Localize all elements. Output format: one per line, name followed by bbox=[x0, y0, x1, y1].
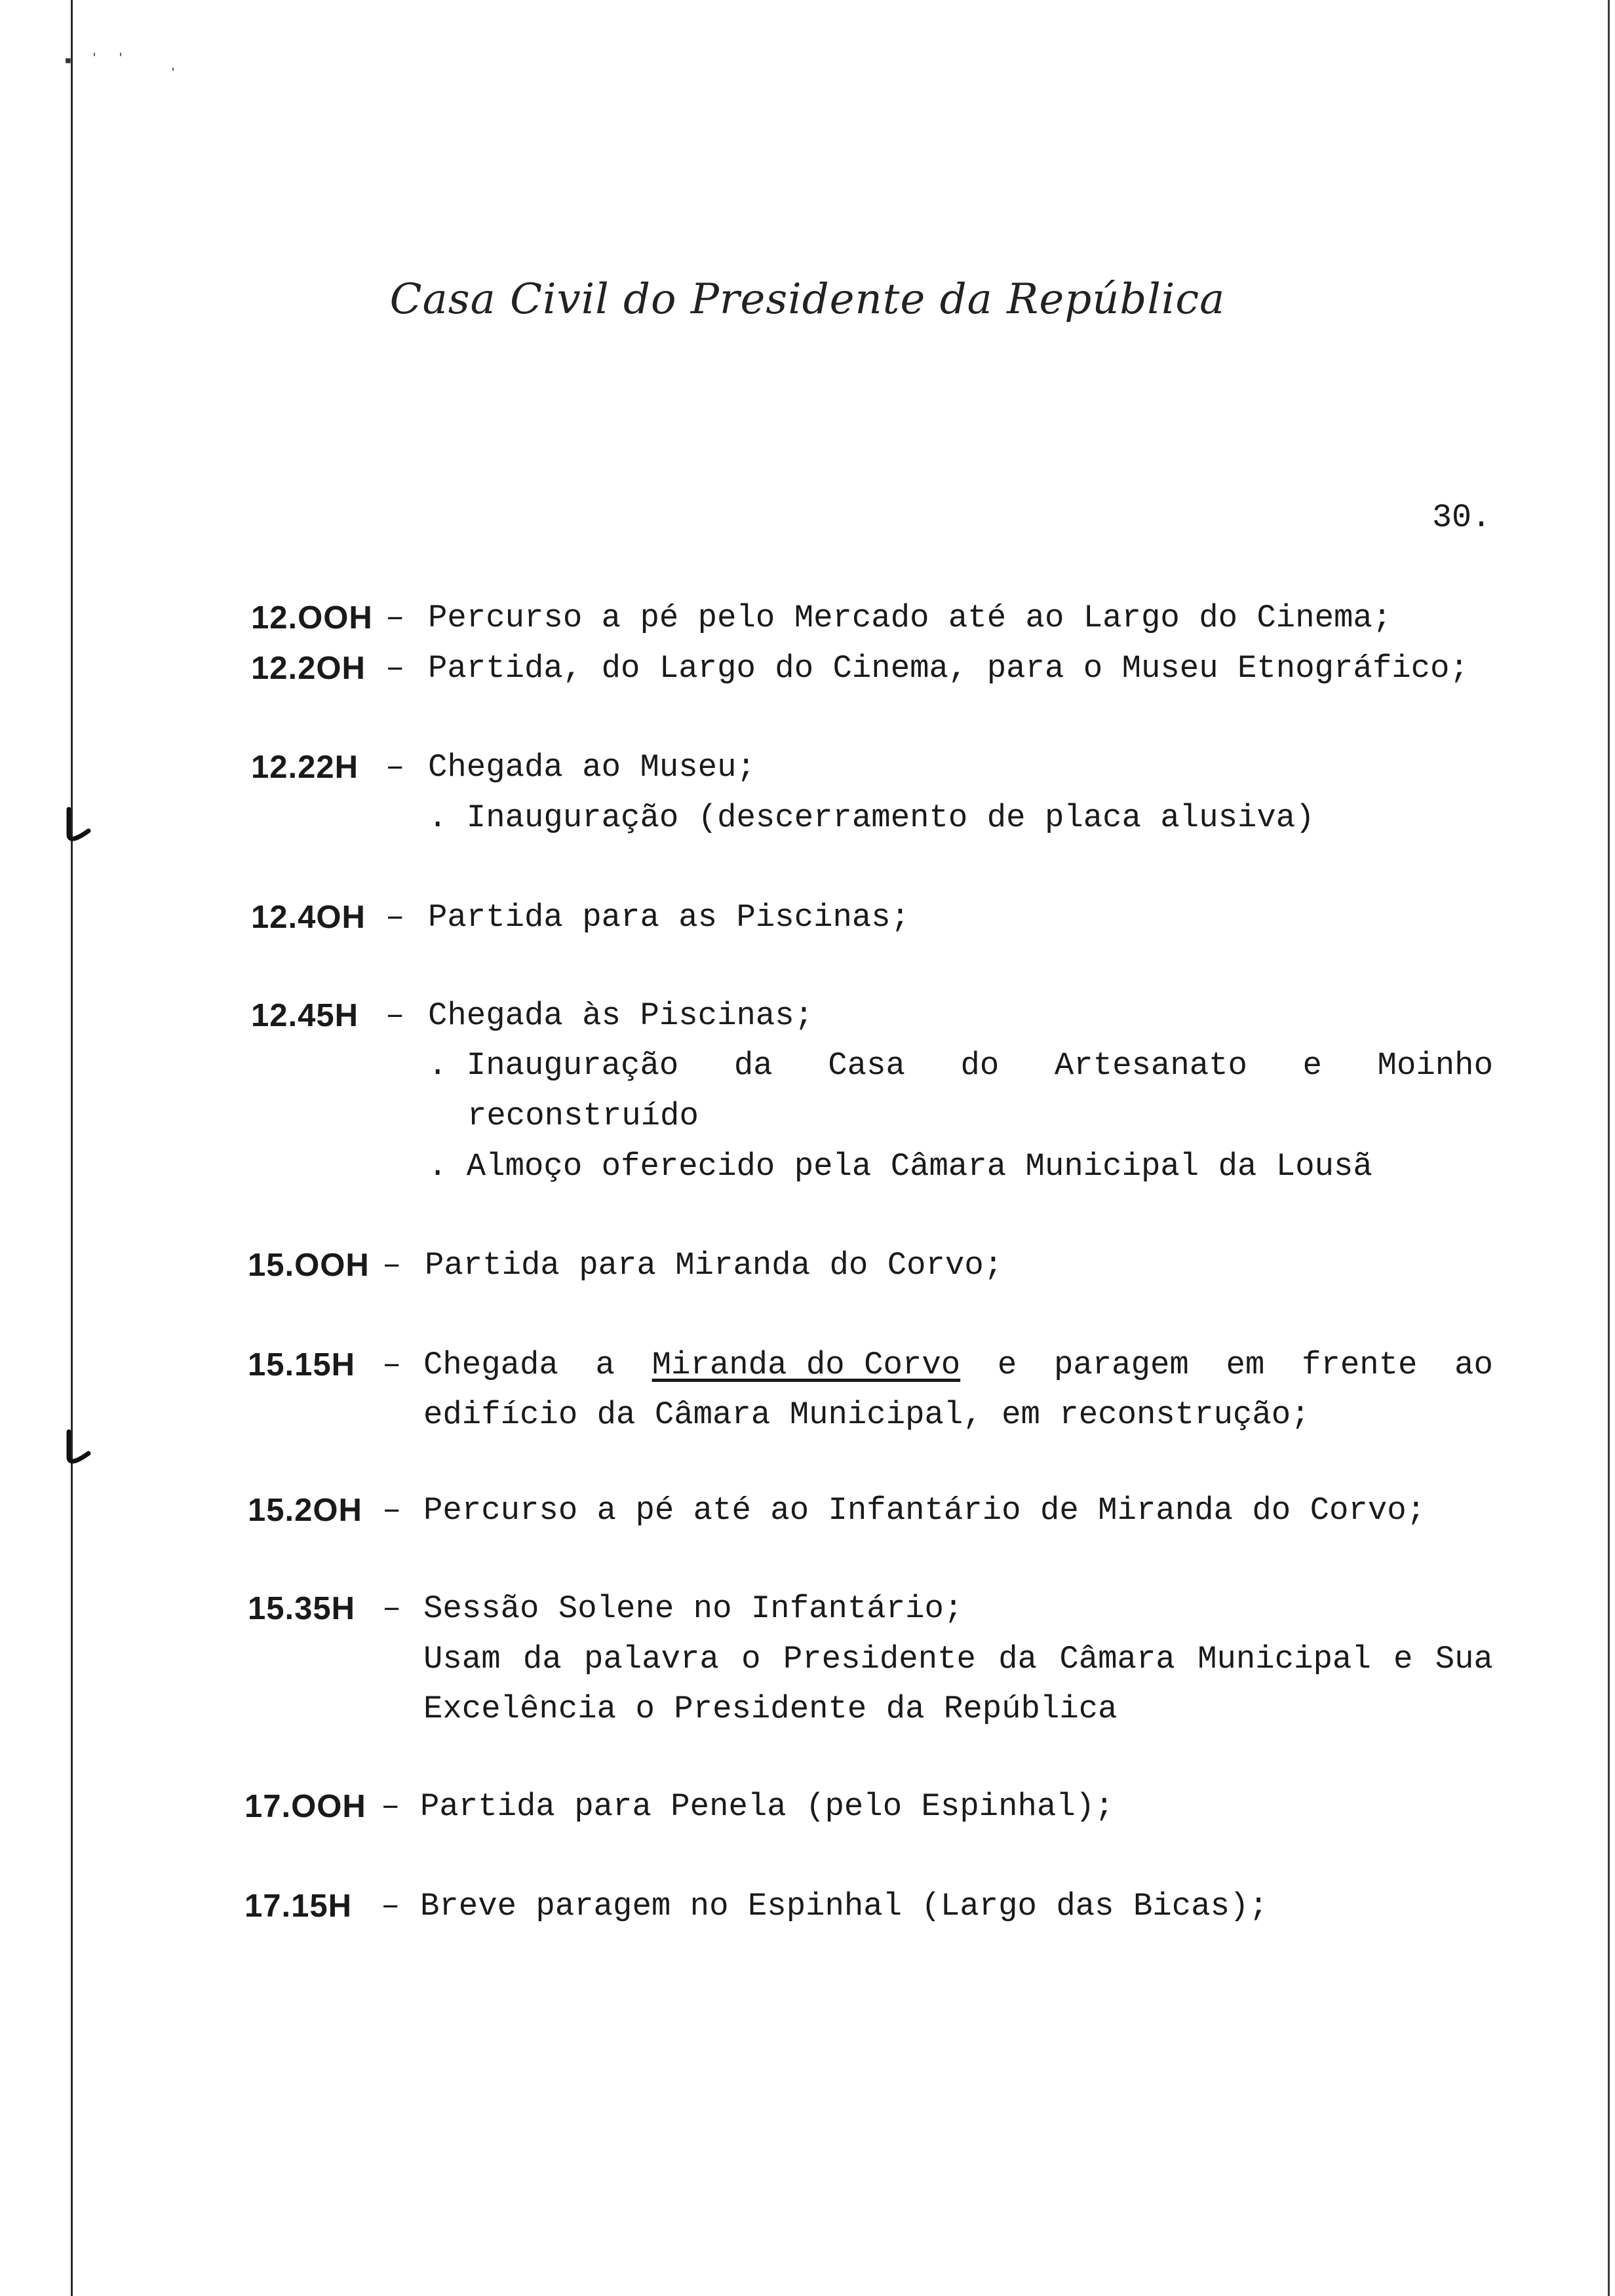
entry-time: 15.OOH bbox=[248, 1248, 370, 1283]
right-edge-line bbox=[1608, 0, 1610, 2296]
schedule-entry bbox=[244, 1881, 1268, 2130]
entry-word: a bbox=[595, 1347, 615, 1383]
scan-specks: ▪ˈˈ ˌ bbox=[62, 51, 194, 73]
entry-dash: – bbox=[385, 749, 405, 786]
entry-dash: – bbox=[382, 1347, 402, 1383]
entry-time: 12.4OH bbox=[251, 900, 366, 935]
entry-text: Partida para Miranda do Corvo; bbox=[425, 1247, 1003, 1284]
entry-word: ao bbox=[1454, 1347, 1493, 1383]
entry-time: 12.45H bbox=[251, 998, 359, 1033]
continuation-word: palavra bbox=[584, 1641, 719, 1677]
entry-text: Chegada às Piscinas; bbox=[428, 997, 814, 1034]
entry-dash: – bbox=[385, 650, 405, 687]
continuation-word: da bbox=[522, 1641, 562, 1677]
entry-text: Partida para as Piscinas; bbox=[428, 899, 910, 936]
entry-subitem: . Inauguração (descerramento de placa alusiva) bbox=[428, 799, 1315, 836]
entry-word: e bbox=[997, 1347, 1017, 1383]
entry-continuation bbox=[423, 1634, 1493, 1684]
entry-dash: – bbox=[381, 1788, 400, 1825]
continuation-word: Sua bbox=[1435, 1641, 1493, 1677]
entry-continuation: Excelência o Presidente da República bbox=[423, 1691, 1118, 1727]
entry-text: Sessão Solene no Infantário; bbox=[423, 1590, 963, 1627]
subitem-word: . Inauguração bbox=[428, 1047, 679, 1084]
entry-continuation: edifício da Câmara Municipal, em reconstrução; bbox=[423, 1396, 1310, 1433]
entry-subitem-continuation: reconstruído bbox=[467, 1098, 699, 1134]
subitem-word: da bbox=[733, 1047, 773, 1084]
entry-time: 17.15H bbox=[244, 1888, 353, 1924]
continuation-word: Municipal bbox=[1197, 1641, 1371, 1677]
entry-time: 12.22H bbox=[251, 750, 359, 785]
continuation-word: e bbox=[1393, 1641, 1413, 1677]
entry-dash: – bbox=[381, 1888, 400, 1924]
entry-time: 12.OOH bbox=[251, 600, 373, 636]
entry-time: 15.35H bbox=[248, 1591, 356, 1626]
entry-word: frente bbox=[1302, 1347, 1418, 1383]
continuation-word: Presidente bbox=[783, 1641, 976, 1677]
subitem-word: Artesanato bbox=[1054, 1047, 1247, 1084]
schedule-entry bbox=[248, 1340, 1493, 1589]
entry-text bbox=[423, 1340, 1493, 1390]
entry-text: Breve paragem no Espinhal (Largo das Bicas); bbox=[420, 1888, 1268, 1924]
underlined-place-name: Miranda do Corvo bbox=[652, 1347, 961, 1383]
entry-word: Chegada bbox=[423, 1347, 558, 1383]
entry-text: Percurso a pé até ao Infantário de Miranda do Corvo; bbox=[423, 1492, 1426, 1529]
entry-dash: – bbox=[385, 600, 405, 636]
entry-dash: – bbox=[385, 899, 405, 936]
entry-dash: – bbox=[382, 1492, 402, 1529]
entry-text: Chegada ao Museu; bbox=[428, 749, 756, 786]
subitem-word: Moinho bbox=[1377, 1047, 1493, 1084]
entry-subitem: . Almoço oferecido pela Câmara Municipal da Lousã bbox=[428, 1148, 1372, 1185]
subitem-word: e bbox=[1302, 1047, 1322, 1084]
letterhead: Casa Civil do Presidente da República bbox=[389, 275, 1226, 324]
entry-text: Partida para Penela (pelo Espinhal); bbox=[420, 1788, 1114, 1825]
entry-word: em bbox=[1226, 1347, 1265, 1383]
subitem-word: do bbox=[960, 1047, 1000, 1084]
entry-time: 15.2OH bbox=[248, 1493, 362, 1528]
entry-text: Partida, do Largo do Cinema, para o Museu Etnográfico; bbox=[428, 650, 1469, 687]
punch-mark-lower bbox=[49, 1428, 95, 1468]
punch-mark-upper bbox=[49, 806, 95, 845]
entry-word: paragem bbox=[1053, 1347, 1189, 1383]
page-number: 30. bbox=[1432, 499, 1492, 537]
entry-dash: – bbox=[382, 1590, 402, 1627]
entry-time: 12.2OH bbox=[251, 651, 366, 686]
entry-time: 15.15H bbox=[248, 1347, 356, 1383]
subitem-word: Casa bbox=[828, 1047, 905, 1084]
left-margin-line bbox=[71, 0, 73, 2296]
entry-subitem bbox=[428, 1041, 1493, 1090]
entry-text: Percurso a pé pelo Mercado até ao Largo do Cinema; bbox=[428, 600, 1392, 636]
continuation-word: Usam bbox=[423, 1641, 501, 1677]
continuation-word: Câmara bbox=[1059, 1641, 1175, 1677]
continuation-word: da bbox=[998, 1641, 1038, 1677]
entry-time: 17.OOH bbox=[244, 1789, 366, 1824]
continuation-word: o bbox=[741, 1641, 761, 1677]
entry-dash: – bbox=[382, 1247, 402, 1284]
entry-dash: – bbox=[385, 997, 405, 1034]
